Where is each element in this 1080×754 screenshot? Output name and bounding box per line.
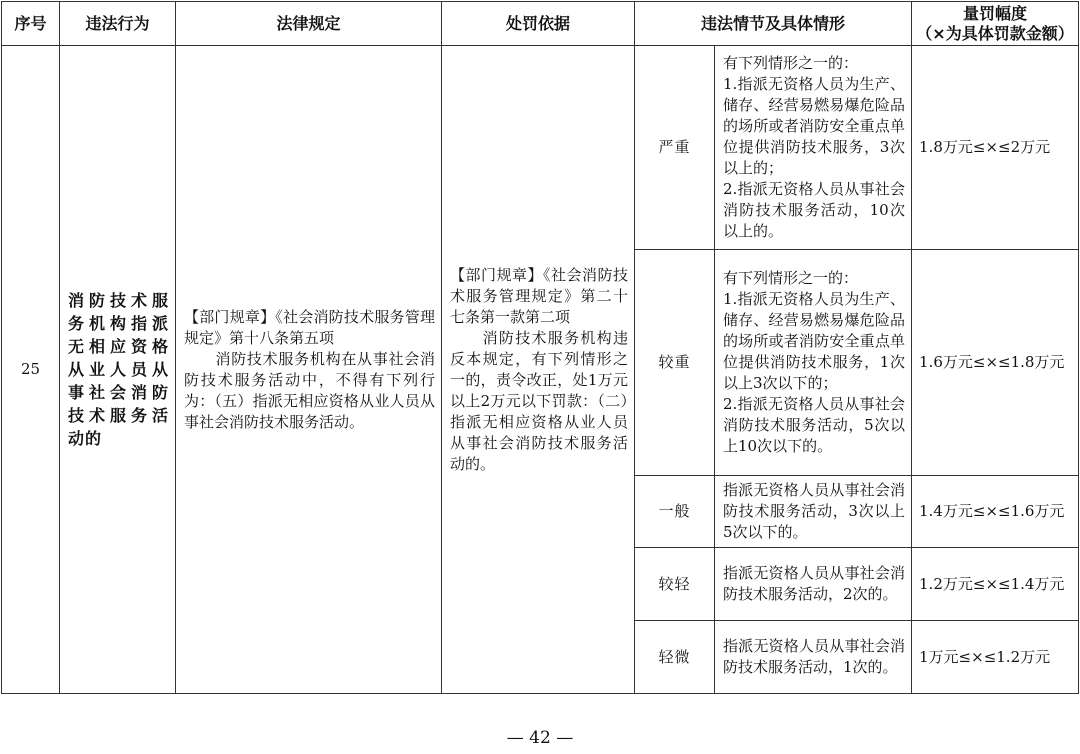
header-range [912,2,1079,46]
header-range-note: （×为具体罚款金额） [916,23,1074,43]
level-range: 1.4万元≤×≤1.6万元 [912,476,1079,548]
header-row [2,2,1079,46]
table-row [2,46,1079,250]
level-detail: 指派无资格人员从事社会消防技术服务活动，2次的。 [715,548,912,621]
level-label: 严重 [635,46,715,250]
penalty-table [1,1,1079,694]
level-label: 较重 [635,250,715,476]
header-legal-provision: 法律规定 [176,2,442,46]
level-range: 1.2万元≤×≤1.4万元 [912,548,1079,621]
header-number: 序号 [2,2,60,46]
level-detail: 指派无资格人员从事社会消防技术服务活动，1次的。 [715,621,912,694]
level-detail: 指派无资格人员从事社会消防技术服务活动，3次以上5次以下的。 [715,476,912,548]
level-label: 较轻 [635,548,715,621]
page-number: — 42 — [506,728,574,748]
level-range: 1万元≤×≤1.2万元 [912,621,1079,694]
header-act: 违法行为 [60,2,176,46]
level-range: 1.6万元≤×≤1.8万元 [912,250,1079,476]
header-range-title: 量罚幅度 [963,3,1028,23]
level-label: 一般 [635,476,715,548]
entry-penalty-basis: 【部门规章】《社会消防技术服务管理规定》第二十七条第一款第二项 消防技术服务机构违反本规定，有下列情形之一的，责令改正，处1万元以上2万元以下罚款：（二）指派无相应资格从业人员从事社会消防技术服务活动的。 [442,46,635,694]
header-penalty-basis: 处罚依据 [442,2,635,46]
entry-number: 25 [2,46,60,694]
level-label: 轻微 [635,621,715,694]
entry-legal-provision: 【部门规章】《社会消防技术服务管理规定》第十八条第五项 消防技术服务机构在从事社会消防技术服务活动中，不得有下列行为：（五）指派无相应资格从业人员从事社会消防技术服务活动。 [176,46,442,694]
level-detail: 有下列情形之一的： 1.指派无资格人员为生产、储存、经营易燃易爆危险品的场所或者消防安全重点单位提供消防技术服务，3次以上的； 2.指派无资格人员从事社会消防技术服务活动，10次以上的。 [715,46,912,250]
entry-act: 消防技术服务机构指派无相应资格从业人员从事社会消防技术服务活动的 [60,46,176,694]
level-detail: 有下列情形之一的： 1.指派无资格人员为生产、储存、经营易燃易爆危险品的场所或者消防安全重点单位提供消防技术服务，1次以上3次以下的； 2.指派无资格人员从事社会消防技术服务活动，5次以上10次以下的。 [715,250,912,476]
level-range: 1.8万元≤×≤2万元 [912,46,1079,250]
header-circumstances: 违法情节及具体情形 [635,2,912,46]
